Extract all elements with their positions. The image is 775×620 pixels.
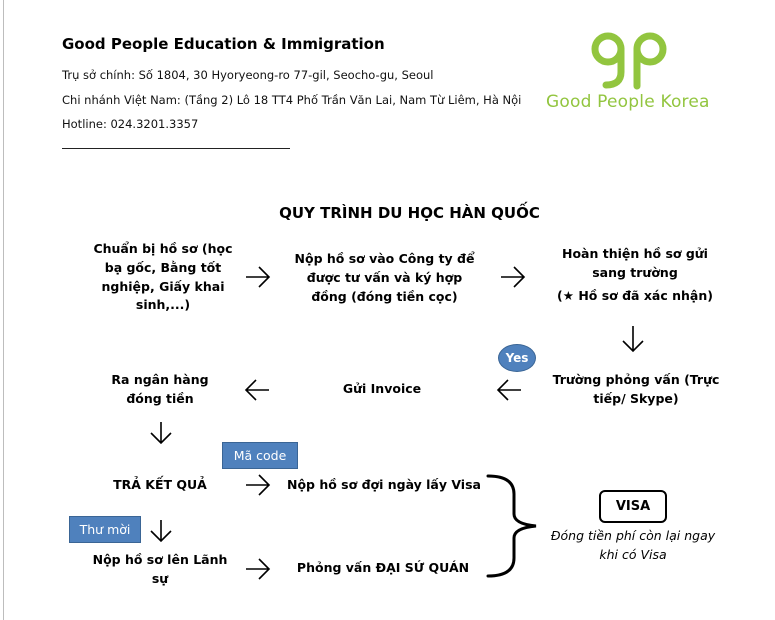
step-prepare-docs: Chuẩn bị hồ sơ (học bạ gốc, Bằng tốt nghiệp, Giấy khai sinh,...) [93,241,233,313]
arrow-down-icon [150,420,172,446]
visa-box: VISA [599,490,667,523]
yes-badge: Yes [498,344,536,372]
step-submit-company: Nộp hồ sơ vào Công ty để được tư vấn và ký hợp đồng (đóng tiền cọc) [294,251,475,304]
arrow-left-icon [243,379,271,401]
arrow-down-icon [622,324,644,354]
step-finalize-send-line1: Hoàn thiện hồ sơ gửi sang trường [562,246,708,280]
visa-note: Đóng tiền phí còn lại ngay khi có Visa [550,528,716,562]
step-result: TRẢ KẾT QUẢ [113,477,207,492]
arrow-down-icon [150,518,172,544]
header-divider [62,148,290,149]
hotline: Hotline: 024.3201.3357 [62,117,199,131]
arrow-right-icon [499,266,527,288]
step-bank-payment: Ra ngân hàng đóng tiền [111,372,209,406]
step-embassy-interview: Phỏng vấn ĐẠI SỨ QUÁN [296,560,470,575]
gp-logo-icon [588,30,672,90]
arrow-right-icon [244,266,272,288]
step-wait-visa: Nộp hồ sơ đợi ngày lấy Visa [287,477,481,492]
thu-moi-tag: Thư mời [69,516,141,543]
step-finalize-send-line2: (★ Hồ sơ đã xác nhận) [557,287,713,303]
step-submit-consulate: Nộp hồ sơ lên Lãnh sự [92,552,228,586]
page-edge [3,0,4,620]
logo-text: Good People Korea [546,92,710,112]
arrow-left-icon [495,379,523,401]
step-send-invoice: Gửi Invoice [342,381,422,396]
ma-code-tag: Mã code [222,442,298,469]
arrow-right-icon [244,474,272,496]
head-office-address: Trụ sở chính: Số 1804, 30 Hyoryeong-ro 77-gil, Seocho-gu, Seoul [62,68,434,82]
step-school-interview: Trường phỏng vấn (Trực tiếp/ Skype) [552,372,720,406]
right-brace-icon [484,472,544,580]
step-finalize-send [546,245,724,305]
branch-address: Chi nhánh Việt Nam: (Tầng 2) Lô 18 TT4 Phố Trần Văn Lai, Nam Từ Liêm, Hà Nội [62,93,522,107]
arrow-right-icon [244,558,272,580]
page-title: QUY TRÌNH DU HỌC HÀN QUỐC [279,204,540,222]
company-name: Good People Education & Immigration [62,35,385,53]
